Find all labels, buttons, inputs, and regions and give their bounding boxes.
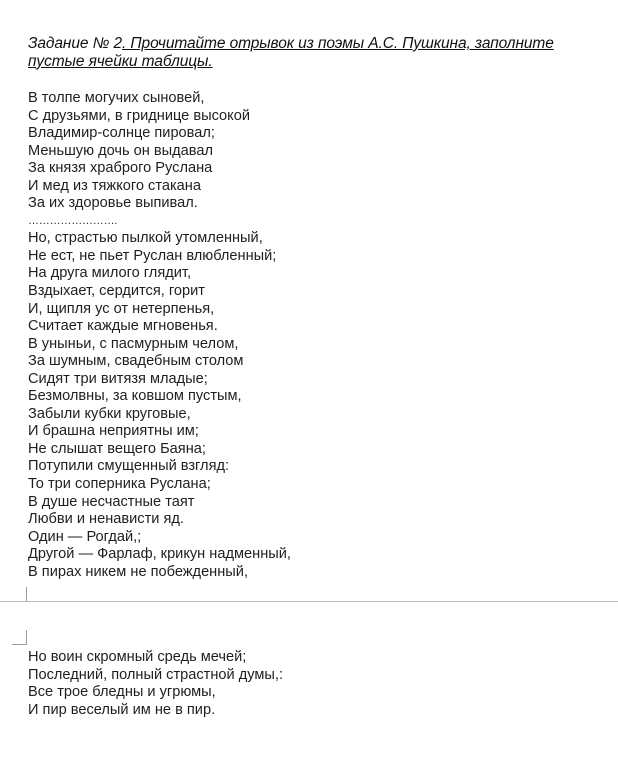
poem-line: За шумным, свадебным столом [28,353,244,370]
poem-line: В пирах никем не побежденный, [28,563,248,580]
poem-line: Другой — Фарлаф, крикун надменный, [28,546,291,563]
poem-line: С друзьями, в гриднице высокой [28,107,250,124]
poem-line: И пир веселый им не в пир. [28,701,216,718]
poem-line: Безмолвны, за ковшом пустым, [28,388,242,405]
page-corner-mark [12,587,27,602]
poem-line: Забыли кубки круговые, [28,405,191,422]
poem-line: И мед из тяжкого стакана [28,177,201,194]
poem-fragment-page2 [28,649,588,719]
task-instruction: . Прочитайте отрывок из поэмы А.С. Пушкина, заполните пустые ячейки таблицы. [28,35,554,70]
poem-line: Но воин скромный средь мечей; [28,649,247,665]
poem-line: Считает каждые мгновенья. [28,318,218,335]
poem-line: В душе несчастные таят [28,493,195,510]
poem-line: Последний, полный страстной думы,: [28,666,284,683]
poem-line: Один — Рогдай,; [28,528,142,545]
poem-line: Потупили смущенный взгляд: [28,458,230,475]
poem-line: Вздыхает, сердится, горит [28,283,205,300]
page-break-divider [0,601,618,602]
poem-line: И, щипля ус от нетерпенья, [28,300,215,317]
poem-line: На друга милого глядит, [28,265,192,282]
poem-line: Все трое бледны и угрюмы, [28,684,216,701]
poem-fragment-page1 [28,90,588,581]
poem-line: Любви и ненависти яд. [28,511,184,528]
poem-line: Сидят три витязя младые; [28,370,208,387]
poem-line: То три соперника Руслана; [28,476,211,493]
poem-line: Не слышат вещего Баяна; [28,440,206,457]
poem-line: Владимир-солнце пировал; [28,125,215,142]
poem-line: В уныньи, с пасмурным челом, [28,335,239,352]
poem-line: Но, страстью пылкой утомленный, [28,230,263,247]
poem-line: И брашна неприятны им; [28,423,199,440]
poem-line: За князя храброго Руслана [28,160,213,177]
task-number: Задание № 2 [28,35,123,52]
ellipsis-line: ……………………. [28,214,118,227]
page-corner-mark [12,630,27,645]
poem-line: За их здоровье выпивал. [28,195,198,212]
poem-line: Меньшую дочь он выдавал [28,142,214,159]
poem-line: Не ест, не пьет Руслан влюбленный; [28,247,277,264]
task-title [28,35,613,70]
poem-line: В толпе могучих сыновей, [28,90,205,106]
